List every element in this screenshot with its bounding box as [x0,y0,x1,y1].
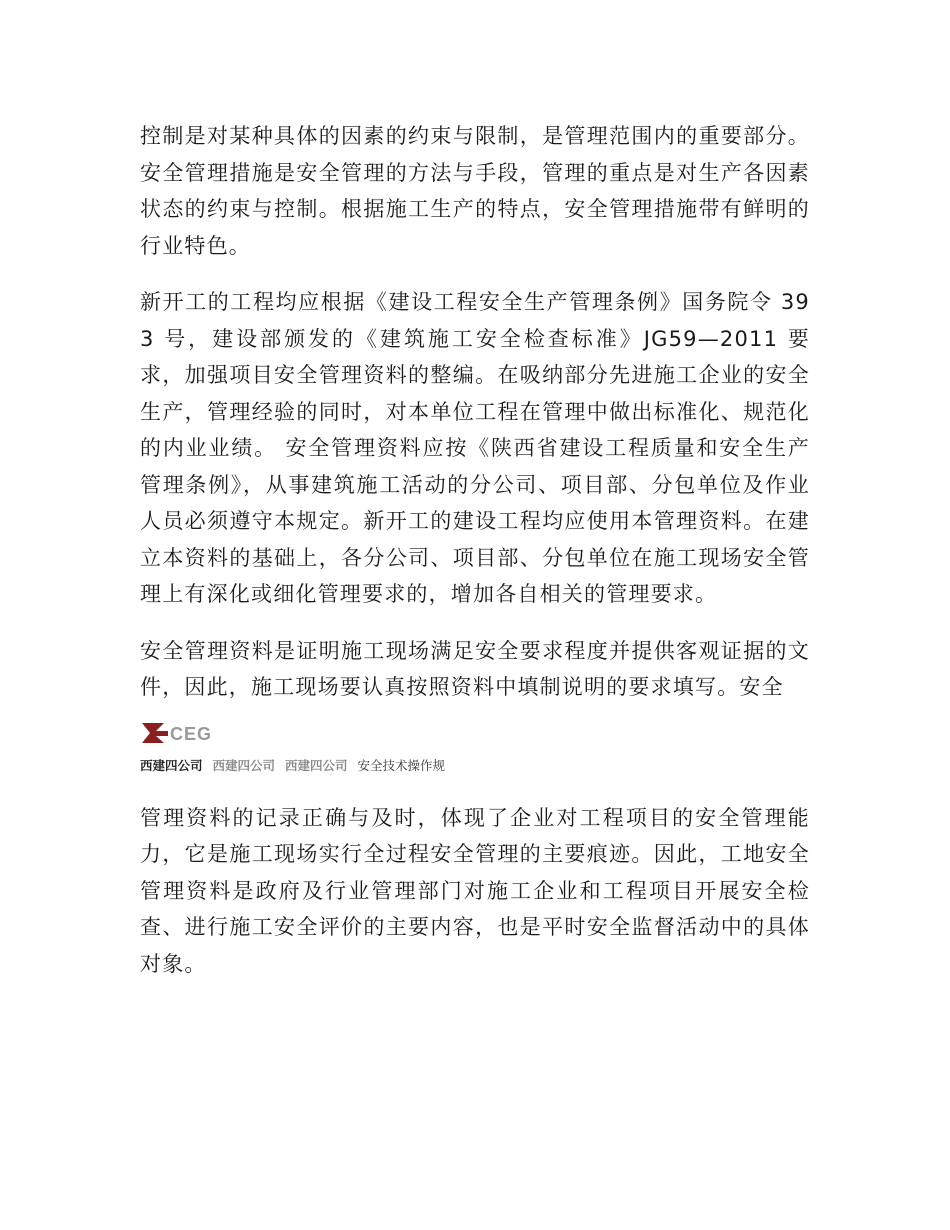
tag-link[interactable]: 西建四公司 [212,757,276,773]
paragraph-record-importance: 管理资料的记录正确与及时，体现了企业对工程项目的安全管理能力，它是施工现场实行全过程安全管理的主要痕迹。因此，工地安全管理资料是政府及行业管理部门对施工企业和工程项目开展安全检查、进行施工安全评价的主要内容，也是平时安全监督活动中的具体对象。 [140,805,810,976]
tag-link[interactable]: 西建四公司 [285,757,348,773]
tag-link[interactable]: 安全技术操作规 [357,757,446,773]
paragraph-control-definition: 控制是对某种具体的因素的约束与限制，是管理范围内的重要部分。安全管理措施是安全管理的方法与手段，管理的重点是对生产各因素状态的约束与控制。根据施工生产的特点，安全管理措施带有鲜明的行业特色。 [140,124,810,258]
ceg-logo-text: CEG [170,723,213,744]
ceg-logo-mark [142,723,168,743]
ceg-logo [140,720,230,746]
document-page [140,118,810,982]
tag-link[interactable]: 西建四公司 [140,757,203,773]
paragraph-management-data: 安全管理资料是证明施工现场满足安全要求程度并提供客观证据的文件，因此，施工现场要认真按照资料中填制说明的要求填写。安全 [140,638,810,699]
tag-row [140,756,810,776]
paragraph-new-projects: 新开工的工程均应根据《建设工程安全生产管理条例》国务院令 393 号，建设部颁发的《建筑施工安全检查标准》JG59—2011 要求，加强项目安全管理资料的整编。在吸纳部分先进施工企业的安全生产，管理经验的同时，对本单位工程在管理中做出标准化、规范化的内业业绩。 安全管理资料应按《陕西省建设工程质量和安全生产管理条例》，从事建筑施工活动的分公司、项目部、分包单位及作业人员必须遵守本规定。新开工的建设工程均应使用本管理资料。在建立本资料的基础上，各分公司、项目部、分包单位在施工现场安全管理上有深化或细化管理要求的，增加各自相关的管理要求。 [140,290,810,606]
